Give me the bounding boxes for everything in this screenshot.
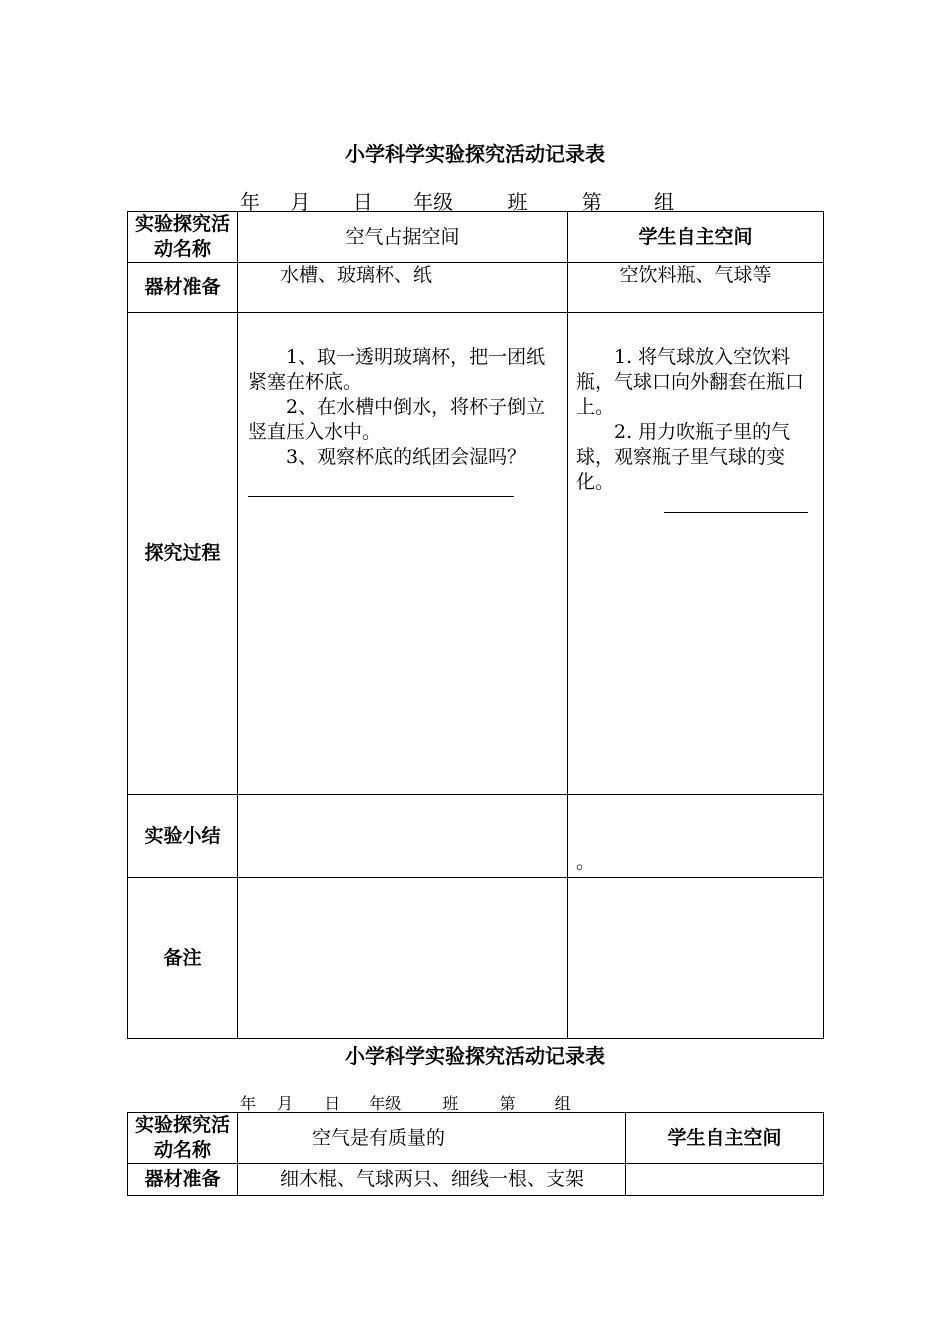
form1-title: 小学科学实验探究活动记录表 — [345, 142, 605, 166]
grade-label: 年级 — [413, 190, 454, 214]
date-month-label: 月 — [290, 190, 311, 214]
answer-blank-line[interactable] — [248, 476, 514, 497]
activity-name-value: 空气占据空间 — [238, 212, 568, 263]
date-day-label: 日 — [324, 1094, 341, 1113]
materials-value: 细木棍、气球两只、细线一根、支架 — [238, 1164, 626, 1196]
ordinal-label: 第 — [499, 1094, 516, 1113]
student-summary-value[interactable]: 。 — [568, 795, 824, 878]
summary-label: 实验小结 — [128, 795, 238, 878]
date-day-label: 日 — [352, 190, 373, 214]
student-process-steps — [568, 313, 824, 795]
process-steps — [238, 313, 568, 795]
summary-value[interactable] — [238, 795, 568, 878]
student-step: 1. 将气球放入空饮料瓶，气球口向外翻套在瓶口上。 — [576, 346, 805, 418]
date-year-label: 年 — [240, 190, 260, 214]
grade-label: 年级 — [369, 1094, 402, 1113]
student-notes-value[interactable] — [568, 878, 824, 1039]
form1-table — [127, 211, 824, 1039]
process-step: 3、观察杯底的纸团会湿吗？ — [286, 446, 527, 468]
materials-label: 器材准备 — [128, 263, 238, 313]
student-answer-blank-line[interactable] — [664, 492, 808, 513]
student-step: 2. 用力吹瓶子里的气球，观察瓶子里气球的变化。 — [576, 421, 791, 493]
ordinal-label: 第 — [581, 190, 602, 214]
date-year-label: 年 — [240, 1094, 257, 1113]
student-space-header: 学生自主空间 — [626, 1113, 824, 1164]
student-space-header: 学生自主空间 — [568, 212, 824, 263]
date-month-label: 月 — [277, 1094, 294, 1113]
materials-value: 水槽、玻璃杯、纸 — [238, 263, 568, 313]
activity-name-value: 空气是有质量的 — [238, 1113, 626, 1164]
student-materials-value: 空饮料瓶、气球等 — [568, 263, 824, 313]
materials-label: 器材准备 — [128, 1164, 238, 1196]
activity-name-label: 实验探究活动名称 — [128, 1113, 238, 1164]
class-label: 班 — [507, 190, 528, 214]
notes-value[interactable] — [238, 878, 568, 1039]
process-label: 探究过程 — [128, 313, 238, 795]
notes-label: 备注 — [128, 878, 238, 1039]
group-label: 组 — [554, 1094, 571, 1113]
class-label: 班 — [442, 1094, 459, 1113]
process-step: 1、取一透明玻璃杯，把一团纸紧塞在杯底。 — [248, 346, 546, 393]
activity-name-label: 实验探究活动名称 — [128, 212, 238, 263]
form2-dateline — [240, 1091, 571, 1114]
student-materials-value[interactable] — [626, 1164, 824, 1196]
form2-title: 小学科学实验探究活动记录表 — [345, 1044, 605, 1068]
group-label: 组 — [654, 190, 675, 214]
process-step: 2、在水槽中倒水，将杯子倒立竖直压入水中。 — [248, 396, 546, 443]
form2-table — [127, 1112, 824, 1196]
